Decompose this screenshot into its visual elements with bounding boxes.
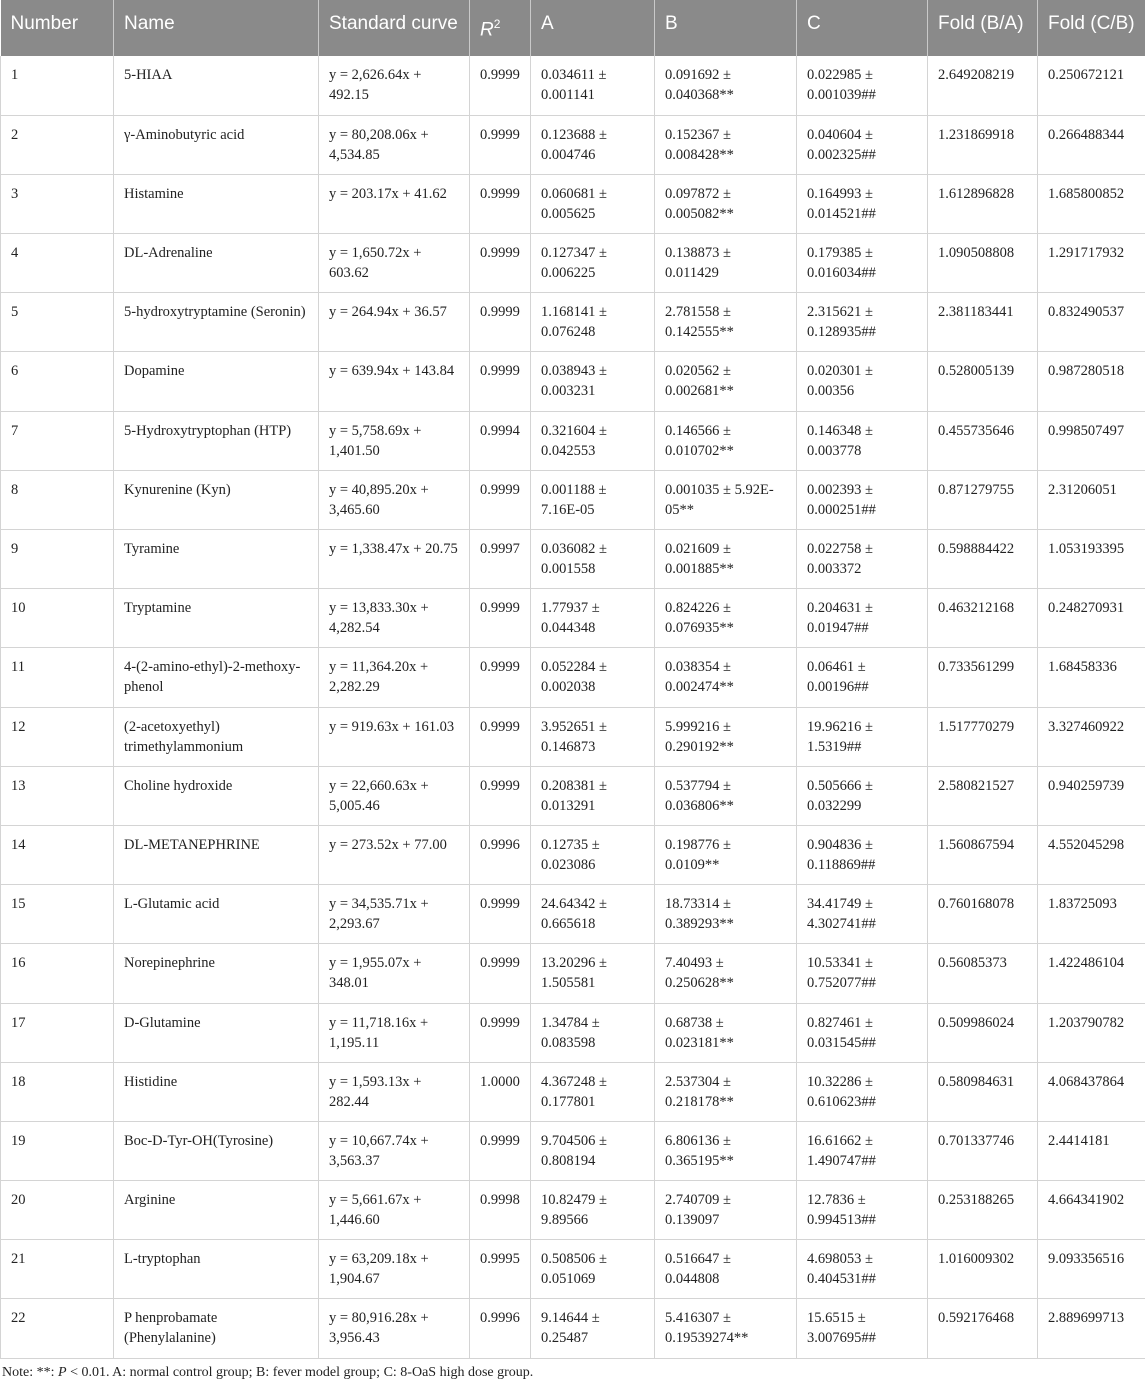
cell-name: Choline hydroxide (114, 766, 319, 825)
cell-fold-ba: 1.612896828 (928, 174, 1038, 233)
cell-c: 34.41749 ± 4.302741## (797, 885, 928, 944)
cell-b: 0.021609 ± 0.001885** (655, 530, 797, 589)
cell-c: 0.06461 ± 0.00196## (797, 648, 928, 707)
cell-fold-ba: 1.016009302 (928, 1240, 1038, 1299)
cell-a: 0.321604 ± 0.042553 (531, 411, 655, 470)
cell-name: Arginine (114, 1181, 319, 1240)
cell-b: 0.198776 ± 0.0109** (655, 825, 797, 884)
cell-r-squared: 1.0000 (470, 1062, 531, 1121)
cell-a: 0.123688 ± 0.004746 (531, 115, 655, 174)
cell-c: 0.020301 ± 0.00356 (797, 352, 928, 411)
cell-b: 0.001035 ± 5.92E-05** (655, 470, 797, 529)
cell-a: 0.12735 ± 0.023086 (531, 825, 655, 884)
cell-fold-ba: 2.649208219 (928, 56, 1038, 115)
cell-name: γ-Aminobutyric acid (114, 115, 319, 174)
cell-standard-curve: y = 40,895.20x + 3,465.60 (319, 470, 470, 529)
cell-number: 4 (1, 234, 114, 293)
cell-r-squared: 0.9999 (470, 766, 531, 825)
cell-name: Norepinephrine (114, 944, 319, 1003)
cell-number: 6 (1, 352, 114, 411)
cell-fold-ba: 0.253188265 (928, 1181, 1038, 1240)
cell-name: Tyramine (114, 530, 319, 589)
cell-r-squared: 0.9999 (470, 885, 531, 944)
cell-standard-curve: y = 5,758.69x + 1,401.50 (319, 411, 470, 470)
cell-r-squared: 0.9999 (470, 352, 531, 411)
cell-number: 20 (1, 1181, 114, 1240)
cell-number: 2 (1, 115, 114, 174)
cell-fold-cb: 0.250672121 (1038, 56, 1145, 115)
cell-a: 10.82479 ± 9.89566 (531, 1181, 655, 1240)
cell-fold-ba: 0.455735646 (928, 411, 1038, 470)
cell-a: 0.052284 ± 0.002038 (531, 648, 655, 707)
cell-r-squared: 0.9998 (470, 1181, 531, 1240)
cell-standard-curve: y = 34,535.71x + 2,293.67 (319, 885, 470, 944)
cell-b: 0.824226 ± 0.076935** (655, 589, 797, 648)
table-row (1, 352, 1145, 411)
cell-b: 2.781558 ± 0.142555** (655, 293, 797, 352)
cell-b: 0.097872 ± 0.005082** (655, 174, 797, 233)
cell-a: 1.34784 ± 0.083598 (531, 1003, 655, 1062)
table-row (1, 411, 1145, 470)
cell-fold-cb: 0.940259739 (1038, 766, 1145, 825)
cell-fold-cb: 4.664341902 (1038, 1181, 1145, 1240)
cell-name: Dopamine (114, 352, 319, 411)
cell-number: 8 (1, 470, 114, 529)
cell-r-squared: 0.9999 (470, 1121, 531, 1180)
cell-number: 13 (1, 766, 114, 825)
table-row (1, 293, 1145, 352)
cell-fold-cb: 0.248270931 (1038, 589, 1145, 648)
cell-fold-ba: 0.56085373 (928, 944, 1038, 1003)
cell-a: 9.704506 ± 0.808194 (531, 1121, 655, 1180)
cell-b: 0.138873 ± 0.011429 (655, 234, 797, 293)
cell-fold-cb: 1.053193395 (1038, 530, 1145, 589)
table-row (1, 825, 1145, 884)
cell-r-squared: 0.9997 (470, 530, 531, 589)
cell-a: 3.952651 ± 0.146873 (531, 707, 655, 766)
cell-r-squared: 0.9999 (470, 648, 531, 707)
cell-fold-cb: 0.998507497 (1038, 411, 1145, 470)
cell-fold-ba: 0.733561299 (928, 648, 1038, 707)
cell-fold-cb: 0.832490537 (1038, 293, 1145, 352)
cell-b: 2.537304 ± 0.218178** (655, 1062, 797, 1121)
cell-number: 22 (1, 1299, 114, 1358)
cell-c: 0.164993 ± 0.014521## (797, 174, 928, 233)
cell-number: 10 (1, 589, 114, 648)
cell-fold-ba: 2.580821527 (928, 766, 1038, 825)
table-row (1, 648, 1145, 707)
cell-b: 5.999216 ± 0.290192** (655, 707, 797, 766)
cell-r-squared: 0.9999 (470, 707, 531, 766)
cell-number: 12 (1, 707, 114, 766)
cell-standard-curve: y = 273.52x + 77.00 (319, 825, 470, 884)
cell-name: D-Glutamine (114, 1003, 319, 1062)
cell-c: 15.6515 ± 3.007695## (797, 1299, 928, 1358)
cell-name: P henprobamate (Phenylalanine) (114, 1299, 319, 1358)
cell-number: 15 (1, 885, 114, 944)
table-row (1, 589, 1145, 648)
cell-number: 11 (1, 648, 114, 707)
cell-a: 0.060681 ± 0.005625 (531, 174, 655, 233)
cell-a: 4.367248 ± 0.177801 (531, 1062, 655, 1121)
table-row (1, 470, 1145, 529)
cell-number: 3 (1, 174, 114, 233)
cell-a: 0.508506 ± 0.051069 (531, 1240, 655, 1299)
header-c: C (797, 0, 928, 56)
table-header (1, 0, 1145, 56)
cell-fold-ba: 0.871279755 (928, 470, 1038, 529)
cell-c: 0.827461 ± 0.031545## (797, 1003, 928, 1062)
cell-c: 0.904836 ± 0.118869## (797, 825, 928, 884)
cell-b: 0.152367 ± 0.008428** (655, 115, 797, 174)
cell-number: 19 (1, 1121, 114, 1180)
cell-number: 17 (1, 1003, 114, 1062)
cell-c: 4.698053 ± 0.404531## (797, 1240, 928, 1299)
cell-name: Kynurenine (Kyn) (114, 470, 319, 529)
cell-name: (2-acetoxyethyl) trimethylammonium (114, 707, 319, 766)
cell-name: DL-Adrenaline (114, 234, 319, 293)
cell-name: Boc-D-Tyr-OH(Tyrosine) (114, 1121, 319, 1180)
cell-standard-curve: y = 80,916.28x + 3,956.43 (319, 1299, 470, 1358)
cell-c: 0.146348 ± 0.003778 (797, 411, 928, 470)
cell-standard-curve: y = 2,626.64x + 492.15 (319, 56, 470, 115)
cell-r-squared: 0.9999 (470, 174, 531, 233)
cell-fold-cb: 1.203790782 (1038, 1003, 1145, 1062)
cell-b: 0.038354 ± 0.002474** (655, 648, 797, 707)
cell-r-squared: 0.9999 (470, 56, 531, 115)
cell-c: 10.53341 ± 0.752077## (797, 944, 928, 1003)
cell-b: 7.40493 ± 0.250628** (655, 944, 797, 1003)
header-b: B (655, 0, 797, 56)
cell-c: 0.040604 ± 0.002325## (797, 115, 928, 174)
cell-a: 0.001188 ± 7.16E-05 (531, 470, 655, 529)
cell-c: 0.022758 ± 0.003372 (797, 530, 928, 589)
cell-r-squared: 0.9999 (470, 234, 531, 293)
cell-a: 1.168141 ± 0.076248 (531, 293, 655, 352)
cell-fold-cb: 9.093356516 (1038, 1240, 1145, 1299)
cell-name: L-Glutamic acid (114, 885, 319, 944)
cell-fold-cb: 4.552045298 (1038, 825, 1145, 884)
table-note: Note: **: P < 0.01. A: normal control group; B: fever model group; C: 8-OaS high dose group. (2, 1364, 534, 1380)
header-standard-curve: Standard curve (319, 0, 470, 56)
table-row (1, 885, 1145, 944)
cell-r-squared: 0.9994 (470, 411, 531, 470)
cell-number: 18 (1, 1062, 114, 1121)
cell-name: 4-(2-amino-ethyl)-2-methoxy-phenol (114, 648, 319, 707)
cell-fold-ba: 0.598884422 (928, 530, 1038, 589)
table-row (1, 174, 1145, 233)
cell-number: 9 (1, 530, 114, 589)
cell-standard-curve: y = 1,650.72x + 603.62 (319, 234, 470, 293)
cell-fold-cb: 1.685800852 (1038, 174, 1145, 233)
cell-standard-curve: y = 1,955.07x + 348.01 (319, 944, 470, 1003)
cell-fold-ba: 1.090508808 (928, 234, 1038, 293)
cell-name: Histidine (114, 1062, 319, 1121)
cell-fold-cb: 2.889699713 (1038, 1299, 1145, 1358)
cell-b: 0.537794 ± 0.036806** (655, 766, 797, 825)
cell-b: 0.091692 ± 0.040368** (655, 56, 797, 115)
table-row (1, 1003, 1145, 1062)
cell-fold-cb: 2.4414181 (1038, 1121, 1145, 1180)
table-row (1, 1181, 1145, 1240)
cell-c: 0.002393 ± 0.000251## (797, 470, 928, 529)
cell-r-squared: 0.9996 (470, 825, 531, 884)
cell-a: 13.20296 ± 1.505581 (531, 944, 655, 1003)
table-row (1, 944, 1145, 1003)
cell-r-squared: 0.9999 (470, 1003, 531, 1062)
table-row (1, 1299, 1145, 1358)
cell-name: DL-METANEPHRINE (114, 825, 319, 884)
cell-r-squared: 0.9999 (470, 115, 531, 174)
cell-c: 12.7836 ± 0.994513## (797, 1181, 928, 1240)
cell-fold-cb: 0.266488344 (1038, 115, 1145, 174)
cell-c: 0.179385 ± 0.016034## (797, 234, 928, 293)
cell-fold-cb: 1.291717932 (1038, 234, 1145, 293)
cell-r-squared: 0.9999 (470, 470, 531, 529)
header-a: A (531, 0, 655, 56)
cell-b: 0.516647 ± 0.044808 (655, 1240, 797, 1299)
header-fold-ba: Fold (B/A) (928, 0, 1038, 56)
cell-b: 0.020562 ± 0.002681** (655, 352, 797, 411)
cell-c: 19.96216 ± 1.5319## (797, 707, 928, 766)
cell-fold-cb: 3.327460922 (1038, 707, 1145, 766)
cell-standard-curve: y = 1,338.47x + 20.75 (319, 530, 470, 589)
cell-a: 9.14644 ± 0.25487 (531, 1299, 655, 1358)
table-row (1, 766, 1145, 825)
cell-fold-ba: 1.517770279 (928, 707, 1038, 766)
cell-standard-curve: y = 639.94x + 143.84 (319, 352, 470, 411)
cell-b: 0.146566 ± 0.010702** (655, 411, 797, 470)
cell-c: 16.61662 ± 1.490747## (797, 1121, 928, 1180)
cell-standard-curve: y = 22,660.63x + 5,005.46 (319, 766, 470, 825)
cell-name: 5-hydroxytryptamine (Seronin) (114, 293, 319, 352)
cell-standard-curve: y = 11,364.20x + 2,282.29 (319, 648, 470, 707)
cell-fold-ba: 0.463212168 (928, 589, 1038, 648)
table-row (1, 707, 1145, 766)
header-fold-cb: Fold (C/B) (1038, 0, 1145, 56)
header-name: Name (114, 0, 319, 56)
cell-fold-cb: 0.987280518 (1038, 352, 1145, 411)
cell-number: 21 (1, 1240, 114, 1299)
cell-c: 2.315621 ± 0.128935## (797, 293, 928, 352)
cell-b: 18.73314 ± 0.389293** (655, 885, 797, 944)
cell-r-squared: 0.9996 (470, 1299, 531, 1358)
cell-fold-ba: 0.592176468 (928, 1299, 1038, 1358)
cell-fold-cb: 2.31206051 (1038, 470, 1145, 529)
table-row (1, 234, 1145, 293)
table-row (1, 56, 1145, 115)
cell-fold-cb: 4.068437864 (1038, 1062, 1145, 1121)
cell-name: Tryptamine (114, 589, 319, 648)
cell-a: 24.64342 ± 0.665618 (531, 885, 655, 944)
cell-standard-curve: y = 264.94x + 36.57 (319, 293, 470, 352)
cell-standard-curve: y = 11,718.16x + 1,195.11 (319, 1003, 470, 1062)
table-row (1, 530, 1145, 589)
cell-number: 16 (1, 944, 114, 1003)
cell-number: 1 (1, 56, 114, 115)
cell-standard-curve: y = 5,661.67x + 1,446.60 (319, 1181, 470, 1240)
cell-name: L-tryptophan (114, 1240, 319, 1299)
cell-standard-curve: y = 10,667.74x + 3,563.37 (319, 1121, 470, 1180)
cell-fold-ba: 0.528005139 (928, 352, 1038, 411)
cell-name: 5-HIAA (114, 56, 319, 115)
cell-number: 7 (1, 411, 114, 470)
cell-a: 0.038943 ± 0.003231 (531, 352, 655, 411)
cell-fold-ba: 0.760168078 (928, 885, 1038, 944)
cell-fold-cb: 1.68458336 (1038, 648, 1145, 707)
table-row (1, 115, 1145, 174)
cell-c: 0.022985 ± 0.001039## (797, 56, 928, 115)
cell-r-squared: 0.9995 (470, 1240, 531, 1299)
cell-c: 10.32286 ± 0.610623## (797, 1062, 928, 1121)
cell-c: 0.505666 ± 0.032299 (797, 766, 928, 825)
cell-fold-ba: 1.560867594 (928, 825, 1038, 884)
cell-r-squared: 0.9999 (470, 293, 531, 352)
cell-a: 0.036082 ± 0.001558 (531, 530, 655, 589)
cell-a: 0.208381 ± 0.013291 (531, 766, 655, 825)
cell-r-squared: 0.9999 (470, 589, 531, 648)
cell-a: 1.77937 ± 0.044348 (531, 589, 655, 648)
cell-a: 0.034611 ± 0.001141 (531, 56, 655, 115)
cell-r-squared: 0.9999 (470, 944, 531, 1003)
cell-fold-cb: 1.422486104 (1038, 944, 1145, 1003)
cell-b: 2.740709 ± 0.139097 (655, 1181, 797, 1240)
table-row (1, 1062, 1145, 1121)
cell-standard-curve: y = 80,208.06x + 4,534.85 (319, 115, 470, 174)
cell-standard-curve: y = 63,209.18x + 1,904.67 (319, 1240, 470, 1299)
header-r-squared: $R^2$ (470, 0, 531, 56)
cell-fold-ba: 0.509986024 (928, 1003, 1038, 1062)
cell-b: 0.68738 ± 0.023181** (655, 1003, 797, 1062)
header-number: Number (1, 0, 114, 56)
cell-standard-curve: y = 203.17x + 41.62 (319, 174, 470, 233)
cell-fold-ba: 2.381183441 (928, 293, 1038, 352)
cell-number: 5 (1, 293, 114, 352)
cell-c: 0.204631 ± 0.01947## (797, 589, 928, 648)
cell-standard-curve: y = 1,593.13x + 282.44 (319, 1062, 470, 1121)
cell-name: Histamine (114, 174, 319, 233)
cell-fold-ba: 0.580984631 (928, 1062, 1038, 1121)
cell-b: 6.806136 ± 0.365195** (655, 1121, 797, 1180)
cell-a: 0.127347 ± 0.006225 (531, 234, 655, 293)
cell-name: 5-Hydroxytryptophan (HTP) (114, 411, 319, 470)
cell-number: 14 (1, 825, 114, 884)
cell-standard-curve: y = 13,833.30x + 4,282.54 (319, 589, 470, 648)
cell-fold-cb: 1.83725093 (1038, 885, 1145, 944)
cell-standard-curve: y = 919.63x + 161.03 (319, 707, 470, 766)
table-body (1, 56, 1145, 1358)
table-row (1, 1121, 1145, 1180)
cell-fold-ba: 0.701337746 (928, 1121, 1038, 1180)
cell-b: 5.416307 ± 0.19539274** (655, 1299, 797, 1358)
table-row (1, 1240, 1145, 1299)
cell-fold-ba: 1.231869918 (928, 115, 1038, 174)
